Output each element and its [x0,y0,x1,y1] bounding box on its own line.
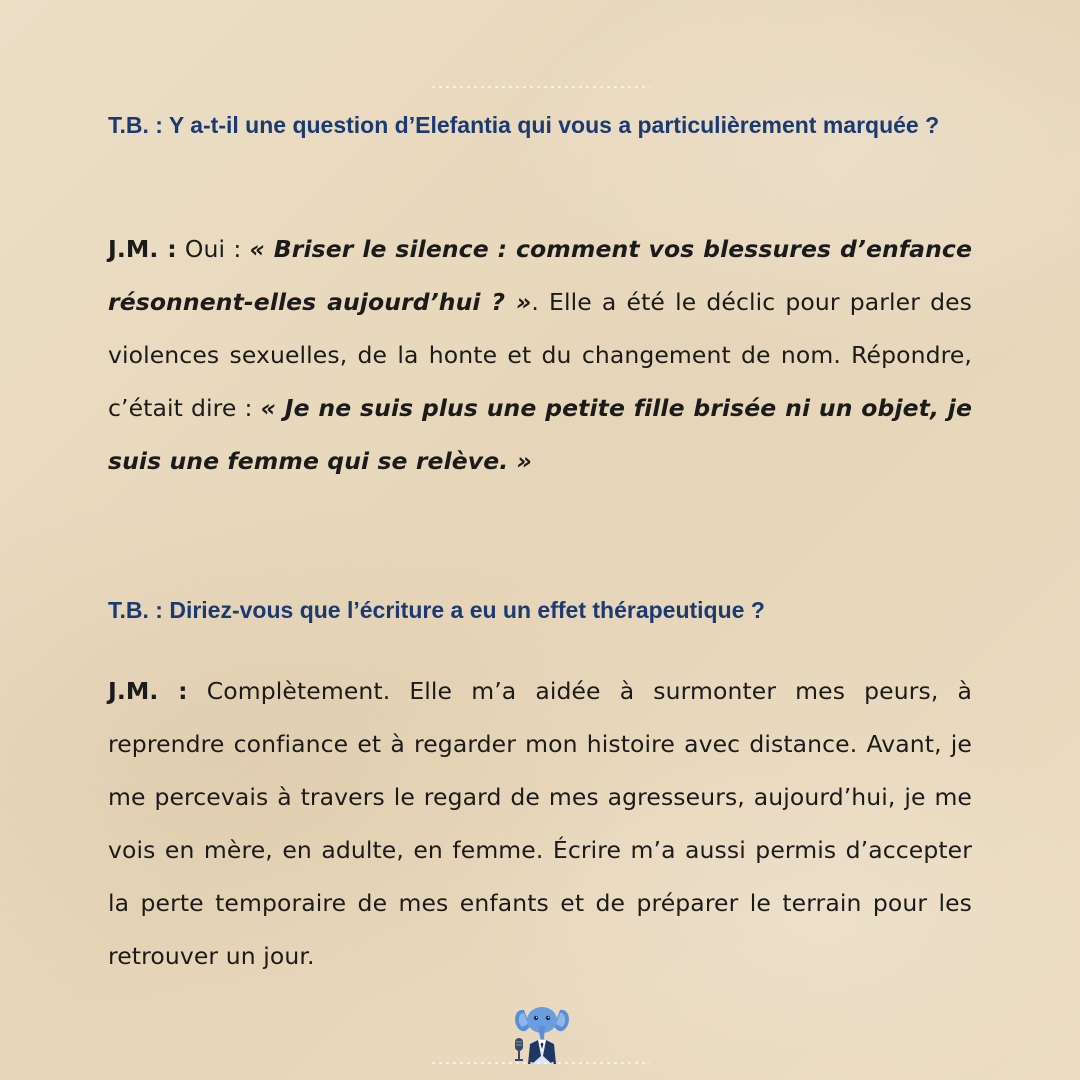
question-2 [108,590,972,630]
top-dotted-divider [430,86,650,88]
answer-1-quote-question: « Briser le silence : comment vos blessures d’enfance résonnent-elles aujourd’hui ? » [108,235,972,316]
question-1-text: T.B. : Y a-t-il une question d’Elefantia qui vous a particulièrement marquée ? [108,112,940,138]
answer-1 [108,223,972,488]
answer-2-body: Complètement. Elle m’a aidée à surmonter mes peurs, à reprendre confiance et à regarder mon histoire avec distance. Avant, je me percevais à travers le regard de mes agresseurs, aujourd’hui, je me vois en mère, en adulte, en femme. Écrire m’a aussi permis d’accepter la perte temporaire de mes enfants et de préparer le terrain pour les retrouver un jour. [108,677,972,970]
elephant-podcast-logo-icon [510,1000,574,1064]
question-1 [108,105,972,145]
answer-2-speaker: J.M. : [108,677,188,705]
answer-2-paragraph [108,665,972,983]
answer-2 [108,665,972,983]
bottom-dotted-divider [430,1062,650,1064]
answer-1-intro: Oui : [176,235,250,263]
answer-1-speaker: J.M. : [108,235,177,263]
answer-1-quote-statement: « Je ne suis plus une petite fille brisée ni un objet, je suis une femme qui se relève. » [108,394,972,475]
answer-1-body: . Elle a été le déclic pour parler des violences sexuelles, de la honte et du changement de nom. Répondre, c’était dire : [108,288,972,422]
answer-1-paragraph [108,223,972,488]
question-2-text: T.B. : Diriez-vous que l’écriture a eu un effet thérapeutique ? [108,597,765,623]
